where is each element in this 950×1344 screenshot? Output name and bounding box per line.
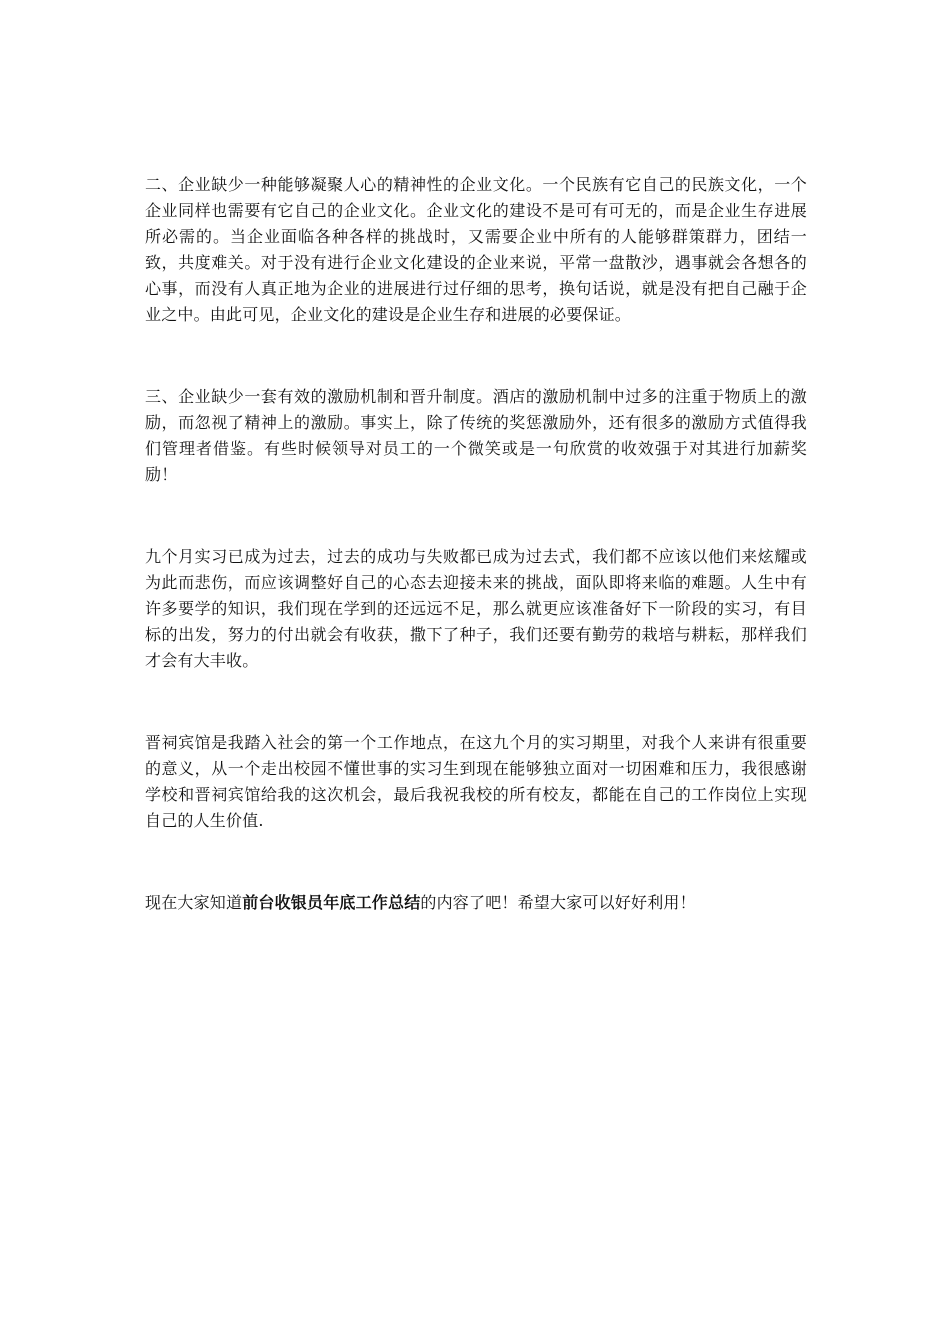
closing-highlight-title: 前台收银员年底工作总结 [242, 893, 421, 912]
closing-text-before: 现在大家知道 [145, 893, 243, 912]
paragraph-hotel-gratitude: 晋祠宾馆是我踏入社会的第一个工作地点，在这九个月的实习期里，对我个人来讲有很重要的意义，从一个走出校园不懂世事的实习生到现在能够独立面对一切困难和压力，我很感谢学校和晋祠宾馆给我的这次机会，最后我祝我校的所有校友，都能在自己的工作岗位上实现自己的人生价值. [145, 733, 807, 830]
document-body [145, 172, 807, 916]
closing-text-after: 的内容了吧！希望大家可以好好利用！ [420, 893, 696, 912]
paragraph-incentive-mechanism: 三、企业缺少一套有效的激励机制和晋升制度。酒店的激励机制中过多的注重于物质上的激励，而忽视了精神上的激励。事实上，除了传统的奖惩激励外，还有很多的激励方式值得我们管理者借鉴。有些时候领导对员工的一个微笑或是一句欣赏的收效强于对其进行加薪奖励！ [145, 387, 807, 484]
paragraph-internship-reflection: 九个月实习已成为过去，过去的成功与失败都已成为过去式，我们都不应该以他们来炫耀或为此而悲伤，而应该调整好自己的心态去迎接未来的挑战，面队即将来临的难题。人生中有许多要学的知识，我们现在学到的还远远不足，那么就更应该准备好下一阶段的实习，有目标的出发，努力的付出就会有收获，撒下了种子，我们还要有勤劳的栽培与耕耘，那样我们才会有大丰收。 [145, 547, 807, 670]
closing-sentence [145, 890, 807, 916]
paragraph-corporate-culture: 二、企业缺少一种能够凝聚人心的精神性的企业文化。一个民族有它自己的民族文化，一个企业同样也需要有它自己的企业文化。企业文化的建设不是可有可无的，而是企业生存进展所必需的。当企业面临各种各样的挑战时，又需要企业中所有的人能够群策群力，团结一致，共度难关。对于没有进行企业文化建设的企业来说，平常一盘散沙，遇事就会各想各的心事，而没有人真正地为企业的进展进行过仔细的思考，换句话说，就是没有把自己融于企业之中。由此可见，企业文化的建设是企业生存和进展的必要保证。 [145, 175, 807, 324]
